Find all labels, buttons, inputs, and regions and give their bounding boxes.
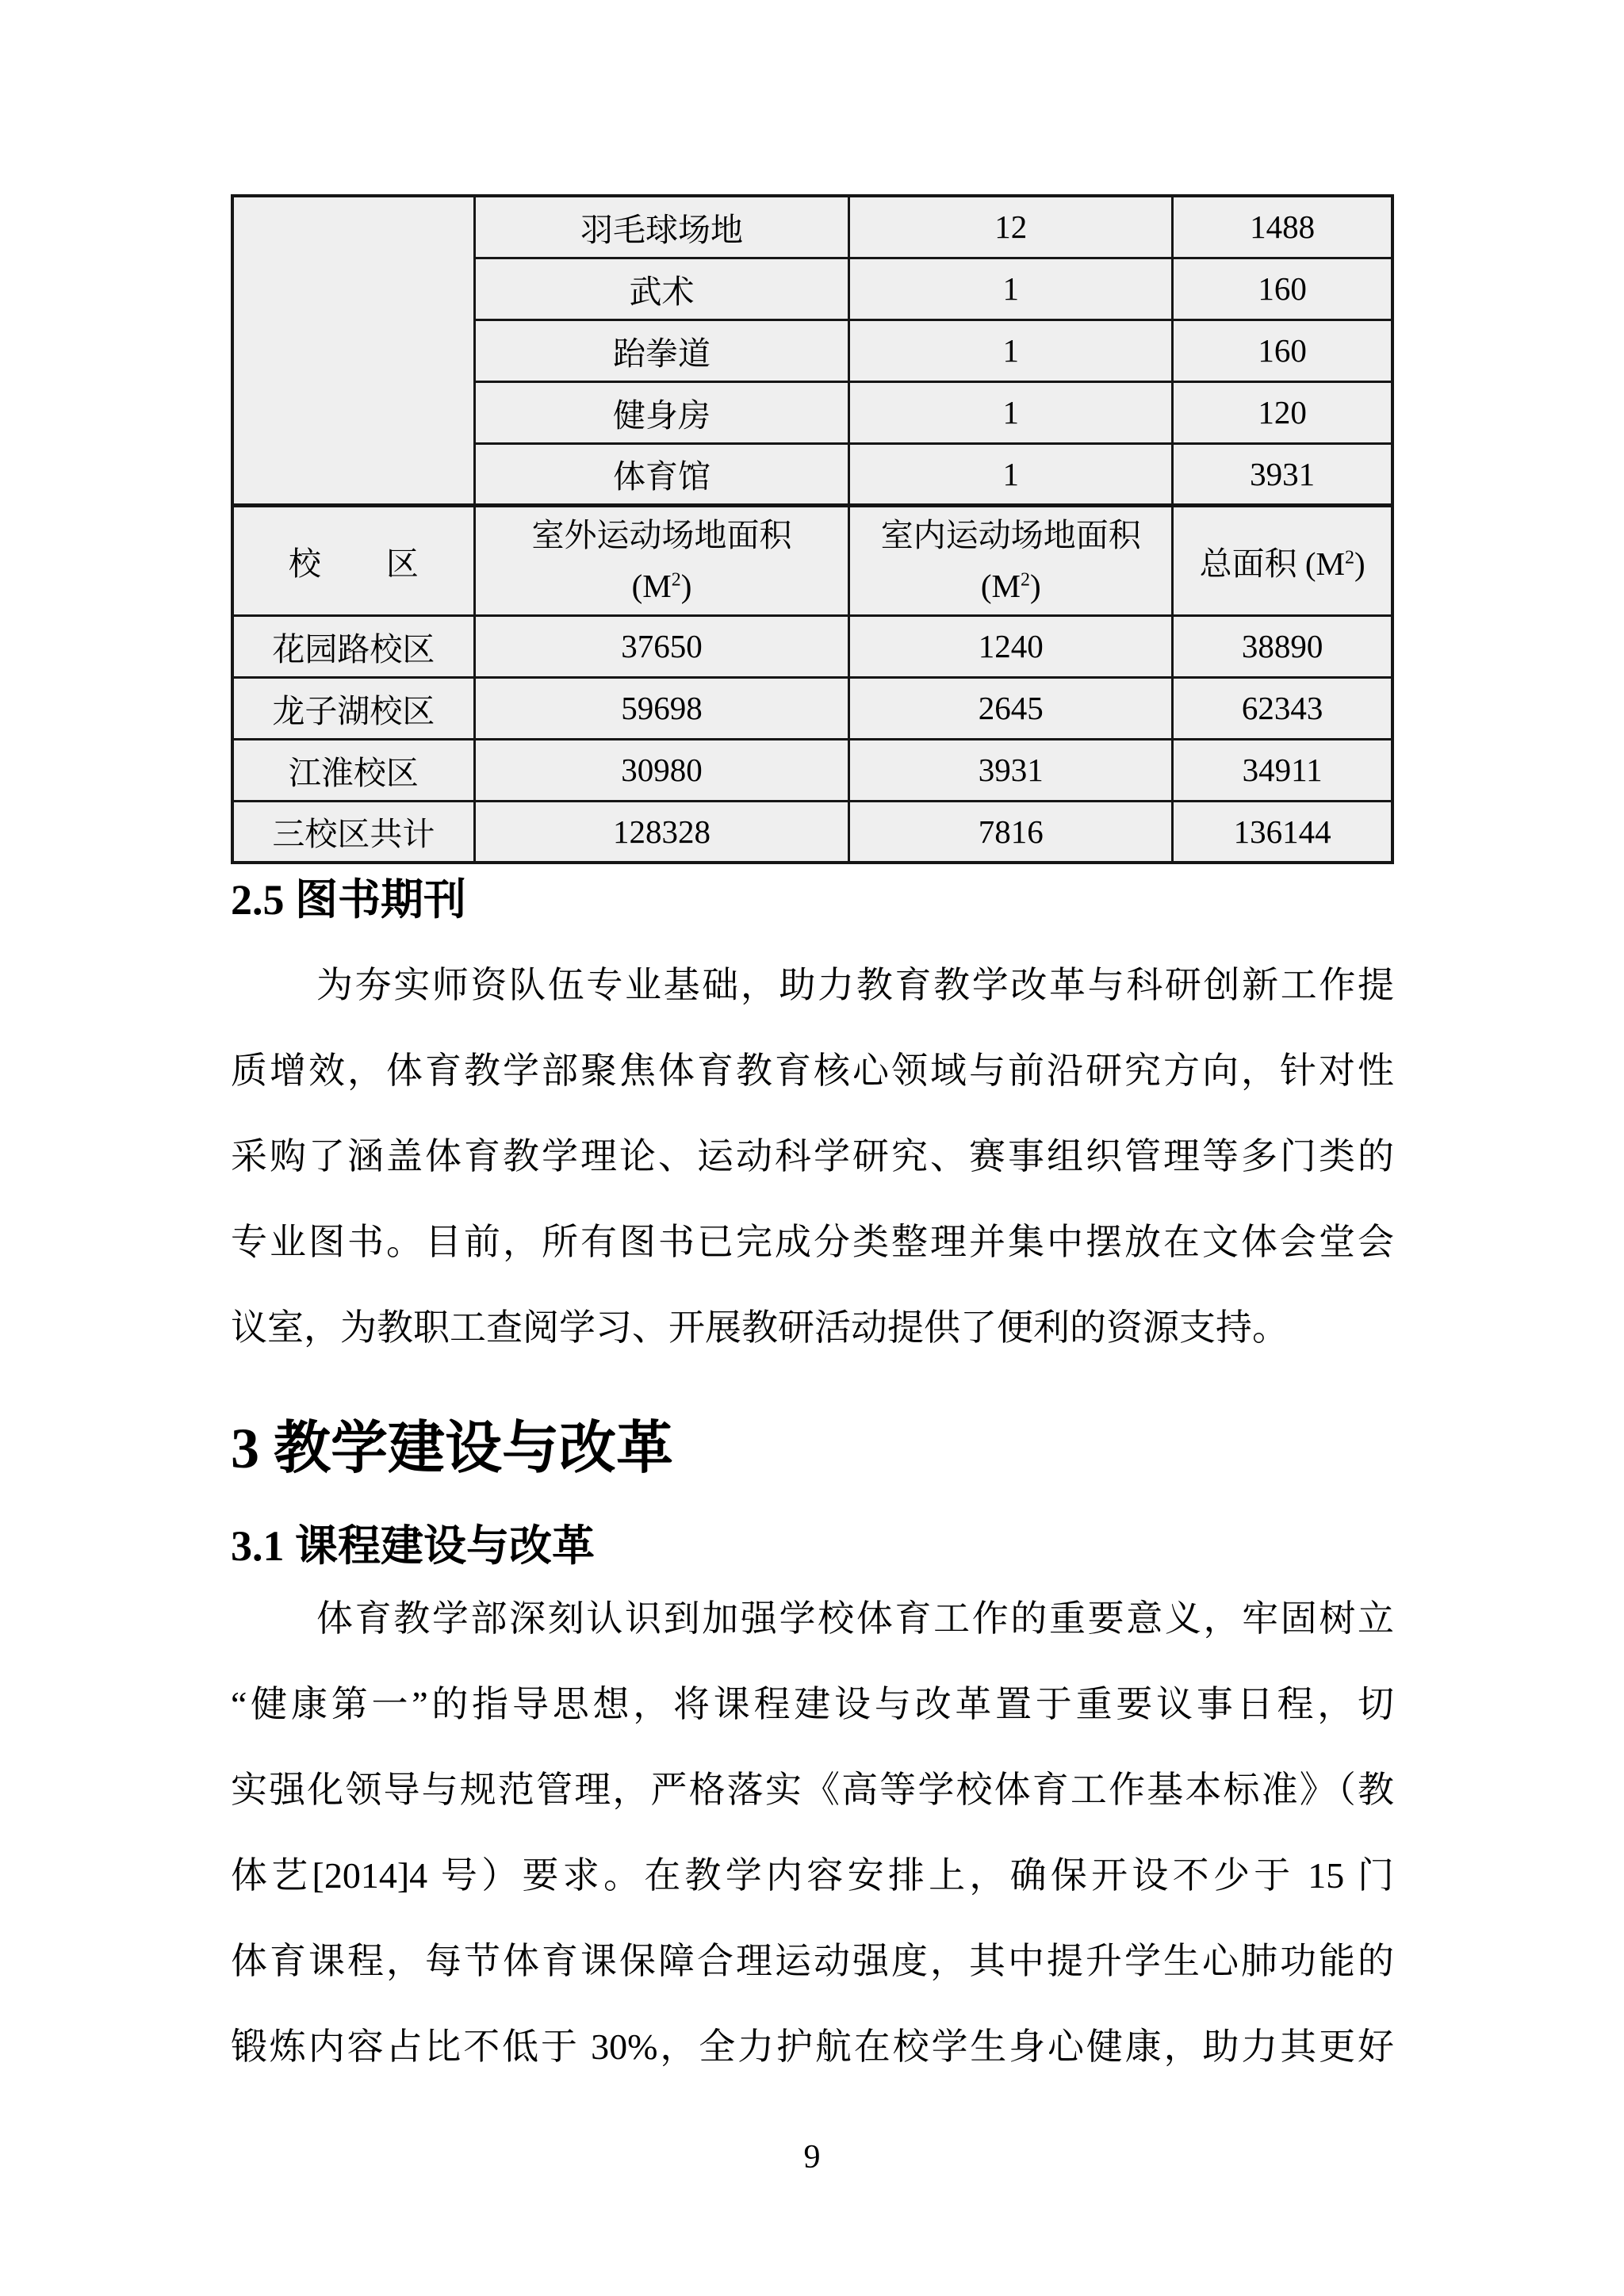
paragraph-line: 锻炼内容占比不低于 30%，全力护航在校学生身心健康，助力其更好 <box>231 2026 1394 2067</box>
campus-name-cell: 江淮校区 <box>232 739 474 801</box>
facility-count-cell: 12 <box>849 196 1173 258</box>
paragraph-line: 为夯实师资队伍专业基础，助力教育教学改革与科研创新工作提 <box>316 965 1394 1005</box>
facility-count-cell: 1 <box>849 258 1173 320</box>
outdoor-unit-label: $(M^2)$ <box>631 568 692 604</box>
total-area-cell: 34911 <box>1173 739 1392 801</box>
section-heading-2-5: 2.5 图书期刊 <box>231 876 466 924</box>
facility-area-cell: 160 <box>1173 320 1392 381</box>
paragraph-line: 采购了涵盖体育教学理论、运动科学研究、赛事组织管理等多门类的 <box>231 1136 1394 1177</box>
facility-name-cell: 羽毛球场地 <box>474 196 849 258</box>
square-superscript: 2 <box>1021 569 1031 591</box>
paragraph-line: 体育课程，每节体育课保障合理运动强度，其中提升学生心肺功能的 <box>231 1941 1394 1981</box>
facility-name-cell: 健身房 <box>474 381 849 443</box>
campus-name-cell: 龙子湖校区 <box>232 677 474 739</box>
section-heading-3-1: 3.1 课程建设与改革 <box>231 1522 595 1570</box>
campus-header-row <box>232 505 1392 615</box>
total-area-cell: 62343 <box>1173 677 1392 739</box>
outdoor-area-cell: 30980 <box>474 739 849 801</box>
facility-count-cell: 1 <box>849 381 1173 443</box>
paragraph-course-reform <box>231 1576 1394 2090</box>
facility-area-cell: 3931 <box>1173 443 1392 505</box>
facility-name-cell: 体育馆 <box>474 443 849 505</box>
outdoor-header-label: 室外运动场地面积 <box>531 517 792 553</box>
facility-area-cell: 120 <box>1173 381 1392 443</box>
indoor-header-cell <box>849 505 1173 615</box>
campus-row-jianghuai <box>232 739 1392 801</box>
sports-facilities-table <box>231 194 1394 864</box>
paragraph-line: “健康第一”的指导思想，将课程建设与改革置于重要议事日程，切 <box>231 1684 1394 1724</box>
facility-area-cell: 1488 <box>1173 196 1392 258</box>
paragraph-line: 专业图书。目前，所有图书已完成分类整理并集中摆放在文体会堂会 <box>231 1222 1394 1262</box>
campus-name-cell: 花园路校区 <box>232 615 474 677</box>
total-area-cell: 136144 <box>1173 801 1392 863</box>
facility-count-cell: 1 <box>849 320 1173 381</box>
indoor-area-cell: 7816 <box>849 801 1173 863</box>
square-superscript: 2 <box>671 569 681 591</box>
indoor-area-cell: 1240 <box>849 615 1173 677</box>
paragraph-line: 议室，为教职工查阅学习、开展教研活动提供了便利的资源支持。 <box>231 1307 1289 1348</box>
merged-empty-cell <box>232 196 474 505</box>
facility-count-cell: 1 <box>849 443 1173 505</box>
outdoor-area-cell: 128328 <box>474 801 849 863</box>
campus-row-total <box>232 801 1392 863</box>
total-header-cell <box>1173 505 1392 615</box>
outdoor-header-cell <box>474 505 849 615</box>
outdoor-area-cell: 59698 <box>474 677 849 739</box>
paragraph-line: 实强化领导与规范管理，严格落实《高等学校体育工作基本标准》（教 <box>231 1770 1394 1810</box>
outdoor-area-cell: 37650 <box>474 615 849 677</box>
chapter-heading-3: 3 教学建设与改革 <box>231 1417 674 1480</box>
square-superscript: 2 <box>1344 546 1354 568</box>
facility-name-cell: 武术 <box>474 258 849 320</box>
total-area-cell: 38890 <box>1173 615 1392 677</box>
page-content <box>231 194 1394 2090</box>
paragraph-line: 体艺[2014]4 号）要求。在教学内容安排上，确保开设不少于 15 门 <box>231 1855 1394 1896</box>
facility-row-badminton <box>232 196 1392 258</box>
campus-header-cell <box>232 505 474 615</box>
facility-area-cell: 160 <box>1173 258 1392 320</box>
facility-name-cell: 跆拳道 <box>474 320 849 381</box>
paragraph-line: 体育教学部深刻认识到加强学校体育工作的重要意义，牢固树立 <box>316 1598 1394 1639</box>
total-header-label: 总面积 <box>1199 545 1297 582</box>
indoor-header-label: 室内运动场地面积 <box>880 517 1141 553</box>
campus-name-cell: 三校区共计 <box>232 801 474 863</box>
paragraph-library-books <box>231 943 1394 1371</box>
paragraph-line: 质增效，体育教学部聚焦体育教育核心领域与前沿研究方向，针对性 <box>231 1050 1394 1091</box>
campus-header-label: 校 区 <box>288 545 419 582</box>
campus-row-longzihu <box>232 677 1392 739</box>
campus-row-huayuanlu <box>232 615 1392 677</box>
page-number: 9 <box>803 2139 821 2175</box>
indoor-unit-label: $(M^2)$ <box>980 568 1041 604</box>
total-unit-label: $(M^2)$ <box>1304 545 1365 582</box>
indoor-area-cell: 3931 <box>849 739 1173 801</box>
indoor-area-cell: 2645 <box>849 677 1173 739</box>
